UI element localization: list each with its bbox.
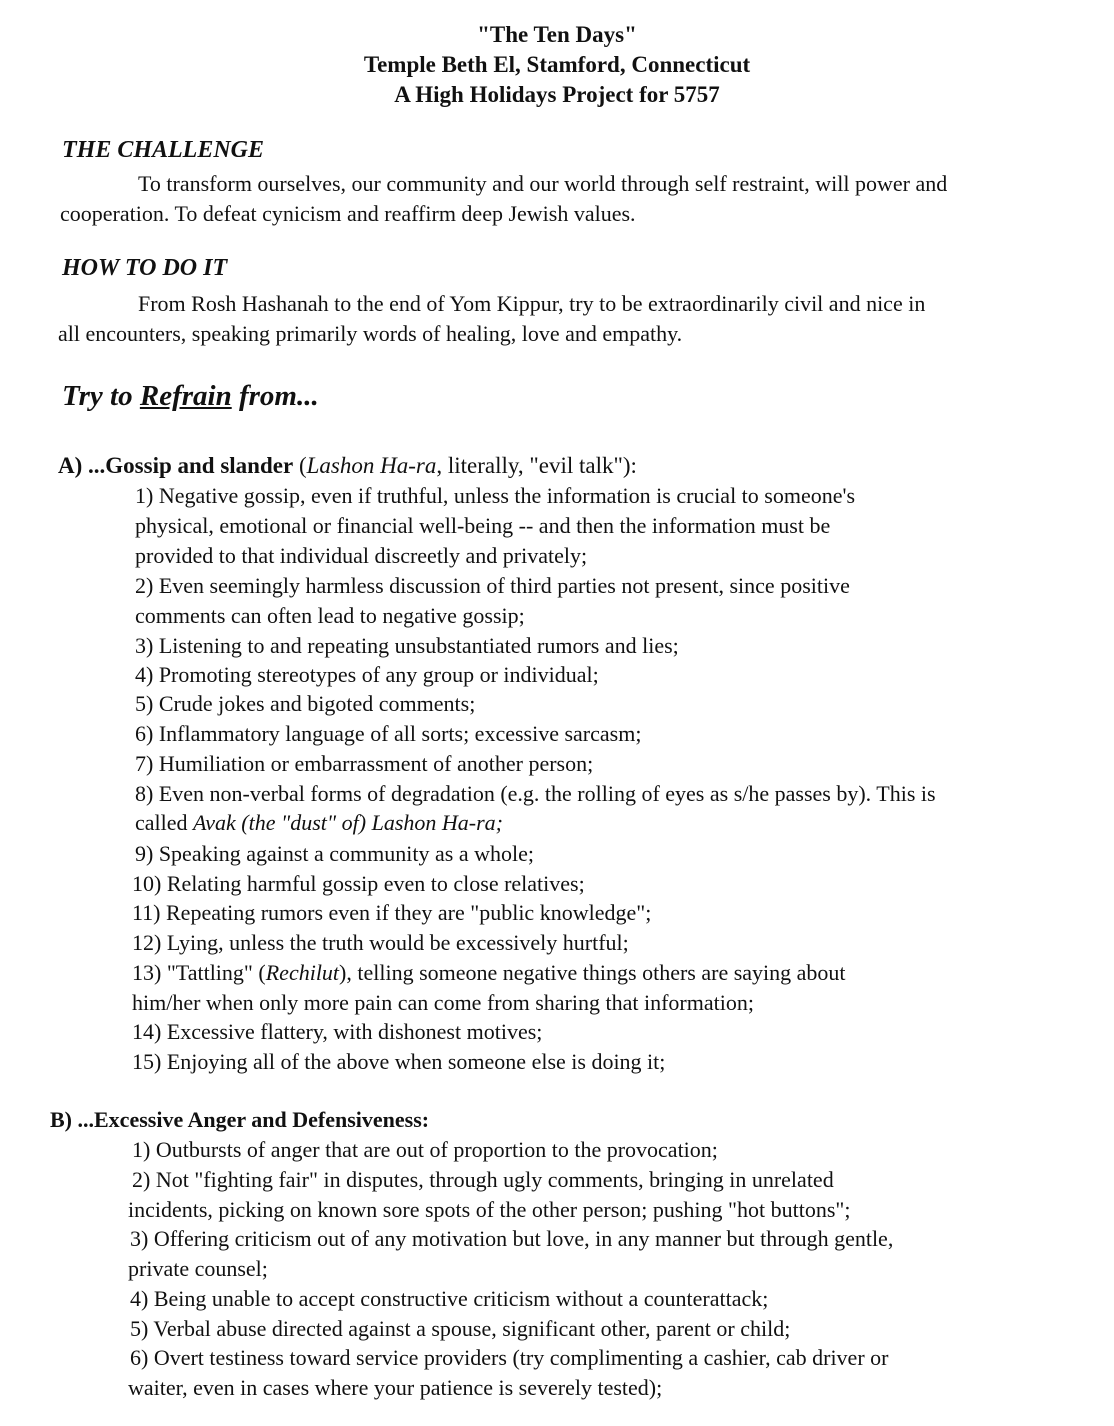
section-a-paren: ( <box>293 453 307 478</box>
list-item: 3) Listening to and repeating unsubstantiated rumors and lies; <box>135 633 679 658</box>
list-item: 5) Verbal abuse directed against a spouse, significant other, parent or child; <box>130 1316 791 1341</box>
called-text: called <box>135 810 194 835</box>
document-header <box>0 20 1114 110</box>
challenge-text-line: cooperation. To defeat cynicism and reaffirm deep Jewish values. <box>60 201 636 226</box>
section-b-prefix: B) ... <box>50 1107 94 1132</box>
list-item: waiter, even in cases where your patience is severely tested); <box>128 1375 663 1400</box>
list-item: incidents, picking on known sore spots of the other person; pushing "hot buttons"; <box>128 1197 851 1222</box>
list-item <box>132 959 846 987</box>
line13-post: ), telling someone negative things others are saying about <box>339 960 846 985</box>
list-item: him/her when only more pain can come from sharing that information; <box>132 990 754 1015</box>
challenge-heading: THE CHALLENGE <box>62 137 265 163</box>
list-item: provided to that individual discreetly and privately; <box>135 543 588 568</box>
header-project: A High Holidays Project for 5757 <box>394 82 720 107</box>
line13-pre: 13) "Tattling" ( <box>132 960 266 985</box>
list-item: comments can often lead to negative gossip; <box>135 603 525 628</box>
section-a-heading <box>58 452 637 480</box>
howto-text-line: all encounters, speaking primarily words of healing, love and empathy. <box>58 321 683 346</box>
list-item: 8) Even non-verbal forms of degradation (e.g. the rolling of eyes as s/he passes by). This is <box>135 781 936 806</box>
header-title: "The Ten Days" <box>477 22 637 47</box>
list-item: 14) Excessive flattery, with dishonest motives; <box>132 1019 543 1044</box>
list-item: 7) Humiliation or embarrassment of another person; <box>135 751 594 776</box>
list-item: 4) Promoting stereotypes of any group or individual; <box>135 662 599 687</box>
section-a-paren-rest: , literally, "evil talk"): <box>436 453 637 478</box>
section-b-title: Excessive Anger and Defensiveness: <box>94 1107 430 1132</box>
list-item: 3) Offering criticism out of any motivation but love, in any manner but through gentle, <box>130 1226 894 1251</box>
list-item: private counsel; <box>128 1256 268 1281</box>
header-temple: Temple Beth El, Stamford, Connecticut <box>363 52 751 77</box>
refrain-heading <box>62 380 319 413</box>
howto-heading: HOW TO DO IT <box>62 255 228 281</box>
refrain-underlined: Refrain <box>139 380 232 412</box>
list-item: 6) Inflammatory language of all sorts; excessive sarcasm; <box>135 721 642 746</box>
list-item: 15) Enjoying all of the above when someone else is doing it; <box>132 1049 666 1074</box>
list-item: 9) Speaking against a community as a whole; <box>135 841 534 866</box>
section-a-title: Gossip and slander <box>105 453 294 478</box>
challenge-text-line: To transform ourselves, our community and our world through self restraint, will power and <box>138 171 948 196</box>
section-a-prefix: A) ... <box>58 453 106 478</box>
list-item: 5) Crude jokes and bigoted comments; <box>135 691 476 716</box>
refrain-post: from... <box>231 380 319 412</box>
section-b-heading <box>50 1106 429 1134</box>
list-item: 4) Being unable to accept constructive criticism without a counterattack; <box>130 1286 769 1311</box>
howto-text-line: From Rosh Hashanah to the end of Yom Kippur, try to be extraordinarily civil and nice in <box>138 291 926 316</box>
refrain-pre: Try to <box>62 380 140 412</box>
list-item: 11) Repeating rumors even if they are "public knowledge"; <box>132 900 652 925</box>
section-a-term: Lashon Ha-ra <box>306 453 437 478</box>
list-item: 12) Lying, unless the truth would be excessively hurtful; <box>132 930 629 955</box>
rechilut-term: Rechilut <box>265 960 340 985</box>
list-item: 2) Not "fighting fair" in disputes, through ugly comments, bringing in unrelated <box>132 1167 834 1192</box>
list-item: 6) Overt testiness toward service providers (try complimenting a cashier, cab driver or <box>130 1345 889 1370</box>
list-item <box>135 809 503 837</box>
avak-term: Avak (the "dust" of) Lashon Ha-ra; <box>193 810 503 835</box>
list-item: 1) Negative gossip, even if truthful, unless the information is crucial to someone's <box>135 483 856 508</box>
list-item: 2) Even seemingly harmless discussion of third parties not present, since positive <box>135 573 850 598</box>
list-item: physical, emotional or financial well-being -- and then the information must be <box>135 513 831 538</box>
list-item: 1) Outbursts of anger that are out of proportion to the provocation; <box>132 1137 718 1162</box>
list-item: 10) Relating harmful gossip even to close relatives; <box>132 871 585 896</box>
